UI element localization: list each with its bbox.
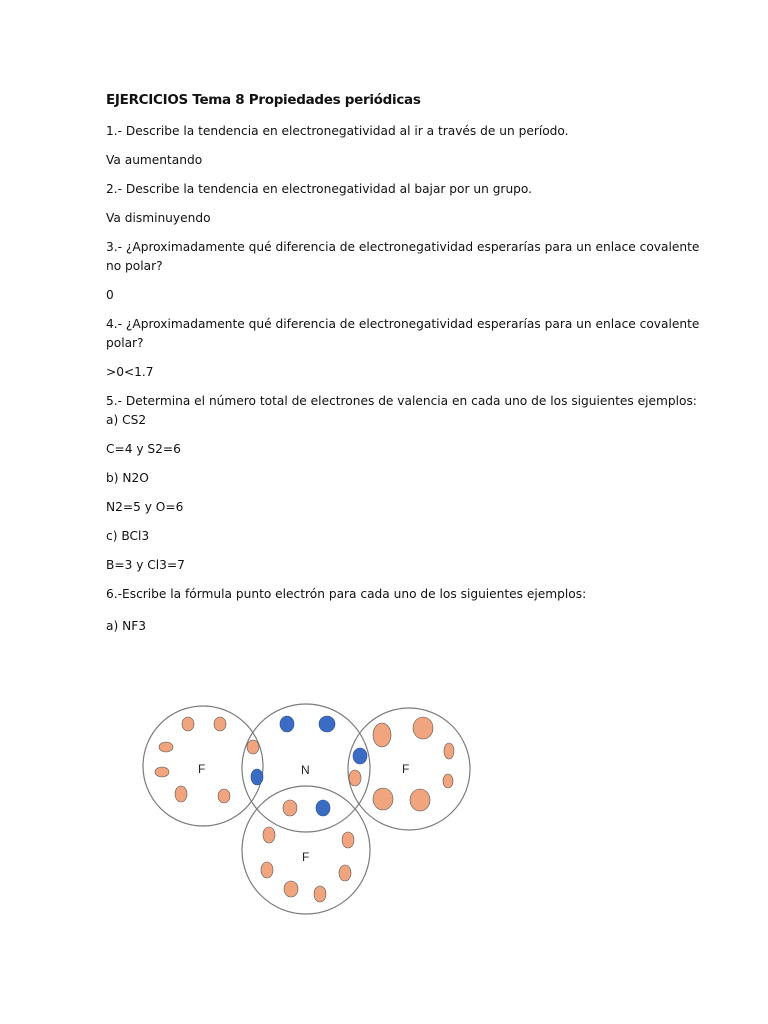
- electron-dot: [339, 865, 351, 881]
- item-5b: b) N2O: [106, 471, 149, 485]
- electron-dot: [316, 800, 330, 816]
- answer-2: Va disminuyendo: [106, 211, 211, 225]
- electron-dot: [175, 786, 187, 802]
- answer-4: >0<1.7: [106, 365, 154, 379]
- question-4-line-2: polar?: [106, 336, 144, 350]
- question-5: 5.- Determina el número total de electrones de valencia en cada uno de los siguientes ejemplos:: [106, 394, 697, 408]
- electron-dot: [349, 770, 361, 786]
- answer-5b: N2=5 y O=6: [106, 500, 184, 514]
- electron-dot: [410, 789, 430, 811]
- electron-dot: [373, 788, 393, 810]
- electron-dot: [280, 716, 294, 732]
- answer-5c: B=3 y Cl3=7: [106, 558, 185, 572]
- item-5c: c) BCl3: [106, 529, 150, 543]
- answer-3: 0: [106, 288, 114, 302]
- electron-dot: [353, 748, 367, 764]
- electron-dot: [247, 740, 259, 754]
- question-1: 1.- Describe la tendencia en electronegatividad al ir a través de un período.: [106, 124, 569, 138]
- atom-label-right-f: F: [402, 762, 410, 776]
- electron-dot: [443, 774, 453, 788]
- electron-dot: [261, 862, 273, 878]
- electron-dot: [284, 881, 298, 897]
- electron-dot: [283, 800, 297, 816]
- electron-dot: [159, 742, 173, 752]
- atom-label-bottom-f: F: [302, 850, 310, 864]
- electron-dot: [155, 767, 169, 777]
- electron-dot: [182, 717, 194, 731]
- atom-label-center-n: N: [301, 763, 310, 777]
- electron-dot: [413, 717, 433, 739]
- question-3-line-2: no polar?: [106, 259, 163, 273]
- electron-dot: [444, 743, 454, 759]
- electron-dot: [319, 716, 335, 732]
- answer-5a: C=4 y S2=6: [106, 442, 181, 456]
- answer-1: Va aumentando: [106, 153, 203, 167]
- question-3-line-1: 3.- ¿Aproximadamente qué diferencia de electronegatividad esperarías para un enlace covalente: [106, 240, 700, 254]
- item-5a: a) CS2: [106, 413, 147, 427]
- document-title: EJERCICIOS Tema 8 Propiedades periódicas: [106, 92, 421, 108]
- nf3-dot-diagram: [136, 698, 476, 918]
- electron-dot: [314, 886, 326, 902]
- electron-dot: [373, 723, 391, 747]
- question-6: 6.-Escribe la fórmula punto electrón para cada uno de los siguientes ejemplos:: [106, 587, 587, 601]
- atom-label-left-f: F: [198, 762, 206, 776]
- question-2: 2.- Describe la tendencia en electronegatividad al bajar por un grupo.: [106, 182, 533, 196]
- electron-dot: [263, 827, 275, 843]
- question-4-line-1: 4.- ¿Aproximadamente qué diferencia de electronegatividad esperarías para un enlace covalente: [106, 317, 700, 331]
- electron-dot: [218, 789, 230, 803]
- electron-dot: [342, 832, 354, 848]
- item-6a: a) NF3: [106, 619, 146, 633]
- electron-dot: [214, 717, 226, 731]
- electron-dot: [251, 769, 263, 785]
